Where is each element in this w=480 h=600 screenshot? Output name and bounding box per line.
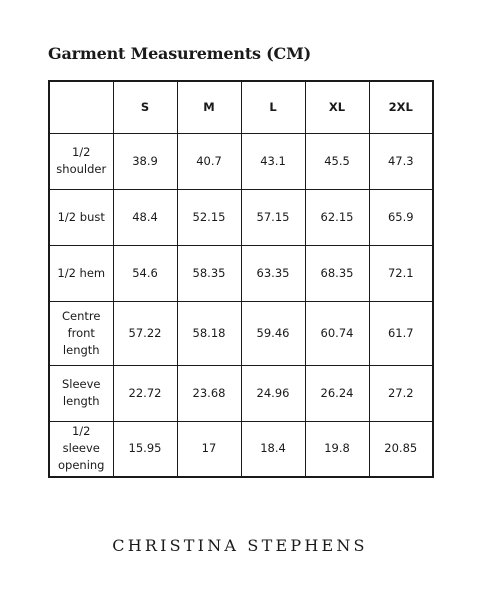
table-cell: 68.35 xyxy=(305,245,369,301)
table-cell: 57.15 xyxy=(241,189,305,245)
table-cell: 38.9 xyxy=(113,133,177,189)
corner-cell xyxy=(49,81,113,133)
table-cell: 62.15 xyxy=(305,189,369,245)
table-cell: 18.4 xyxy=(241,421,305,477)
table-cell: 61.7 xyxy=(369,301,433,365)
table-cell: 45.5 xyxy=(305,133,369,189)
table-cell: 22.72 xyxy=(113,365,177,421)
row-label: 1/2 bust xyxy=(49,189,113,245)
table-cell: 20.85 xyxy=(369,421,433,477)
table-cell: 47.3 xyxy=(369,133,433,189)
table-cell: 26.24 xyxy=(305,365,369,421)
table-cell: 72.1 xyxy=(369,245,433,301)
size-header-m: M xyxy=(177,81,241,133)
table-cell: 63.35 xyxy=(241,245,305,301)
header-row xyxy=(49,81,433,133)
table-row-sleeve-length xyxy=(49,365,433,421)
table-cell: 43.1 xyxy=(241,133,305,189)
table-cell: 23.68 xyxy=(177,365,241,421)
size-header-2xl: 2XL xyxy=(369,81,433,133)
table-cell: 17 xyxy=(177,421,241,477)
table-cell: 19.8 xyxy=(305,421,369,477)
page-title: Garment Measurements (CM) xyxy=(48,44,311,63)
table-cell: 58.18 xyxy=(177,301,241,365)
table-cell: 52.15 xyxy=(177,189,241,245)
table-cell: 60.74 xyxy=(305,301,369,365)
table-row-shoulder xyxy=(49,133,433,189)
size-header-xl: XL xyxy=(305,81,369,133)
table-cell: 48.4 xyxy=(113,189,177,245)
table-cell: 27.2 xyxy=(369,365,433,421)
table-row-sleeve-opening xyxy=(49,421,433,477)
row-label: Centre front length xyxy=(49,301,113,365)
table-cell: 54.6 xyxy=(113,245,177,301)
row-label: 1/2 sleeve opening xyxy=(49,421,113,477)
table-row-bust xyxy=(49,189,433,245)
row-label: 1/2 hem xyxy=(49,245,113,301)
measurements-table xyxy=(48,80,434,478)
size-header-l: L xyxy=(241,81,305,133)
table-cell: 40.7 xyxy=(177,133,241,189)
table-cell: 57.22 xyxy=(113,301,177,365)
table-row-hem xyxy=(49,245,433,301)
table-row-centre-front-length xyxy=(49,301,433,365)
table-cell: 24.96 xyxy=(241,365,305,421)
row-label: 1/2 shoulder xyxy=(49,133,113,189)
brand-wordmark: CHRISTINA STEPHENS xyxy=(112,536,368,555)
table-cell: 59.46 xyxy=(241,301,305,365)
size-header-s: S xyxy=(113,81,177,133)
table-cell: 65.9 xyxy=(369,189,433,245)
row-label: Sleeve length xyxy=(49,365,113,421)
table-cell: 15.95 xyxy=(113,421,177,477)
table-cell: 58.35 xyxy=(177,245,241,301)
